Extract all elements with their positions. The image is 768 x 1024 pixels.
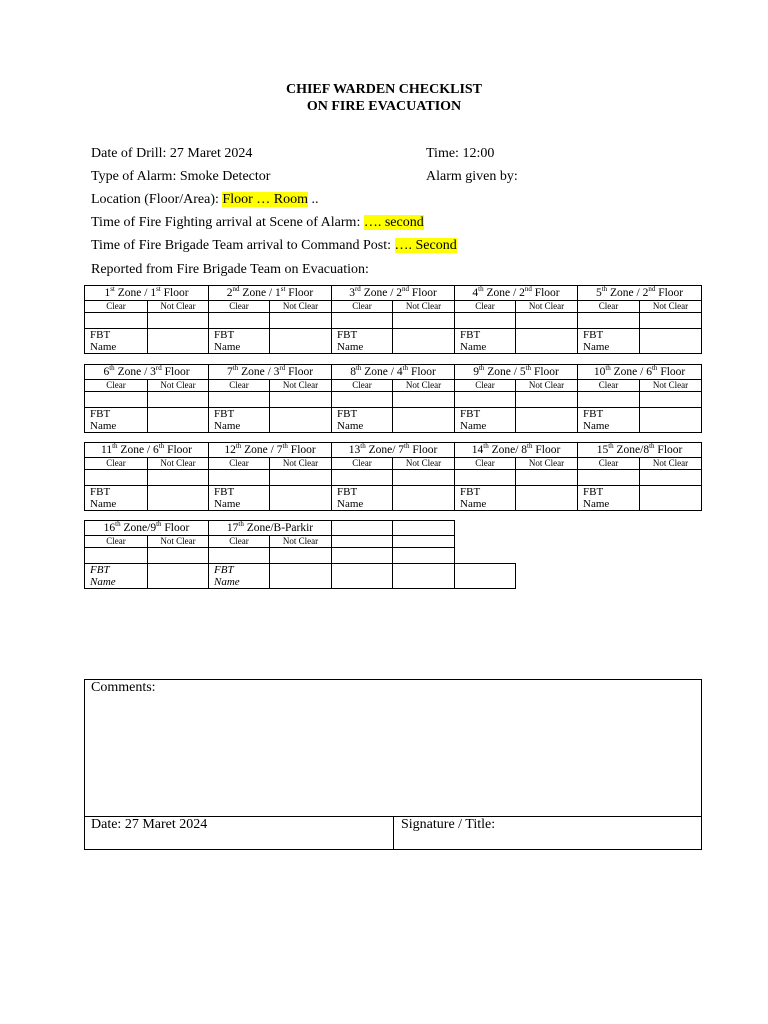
not-clear-checkbox[interactable] [393,392,455,408]
not-clear-checkbox[interactable] [148,392,209,408]
zone-table [84,285,702,354]
floor-text: Floor [654,444,683,456]
floor-text: Floor [531,287,560,299]
fbt-name-label [578,329,640,354]
zone-ordinal: th [360,442,366,451]
floor-text: Floor [161,522,190,534]
zone-ordinal: th [605,364,611,373]
not-clear-checkbox[interactable] [148,470,209,486]
fbt-name-input[interactable] [270,564,332,589]
clear-header: Clear [209,536,270,548]
fbt-name-label [332,408,393,433]
not-clear-checkbox[interactable] [516,470,578,486]
zone-header [578,443,702,458]
signature-label: Signature / Title: [393,817,495,849]
fbt-label: FBT [90,486,111,498]
document-title: CHIEF WARDEN CHECKLIST [285,82,483,97]
floor-number: 2 [519,287,525,299]
name-label: Name [337,341,364,353]
floor-text: Floor [287,444,316,456]
name-label: Name [90,341,117,353]
empty-cell [332,521,393,536]
floor-ordinal: th [158,442,165,451]
zone-number: 8 [350,366,356,378]
fbt-name-input[interactable] [393,408,455,433]
floor-ordinal: nd [524,285,532,294]
fbt-label: FBT [214,564,234,576]
zone-text: Zone / [117,444,153,456]
fbt-name-input[interactable] [148,564,209,589]
brigade-arrival-value: …. Second [394,238,457,253]
clear-checkbox[interactable] [455,470,516,486]
floor-number: 4 [396,366,403,378]
brigade-arrival-label: Time of Fire Brigade Team arrival to Command Post: [91,238,395,253]
floor-ordinal: th [649,442,655,451]
floor-text: Floor [164,444,192,456]
clear-checkbox[interactable] [209,313,270,329]
clear-header: Clear [209,301,270,313]
zone-number: 9 [473,366,479,378]
not-clear-checkbox[interactable] [640,392,702,408]
clear-header: Clear [332,458,393,470]
location-label: Location (Floor/Area): [91,192,223,207]
floor-ordinal: st [280,285,286,294]
name-label: Name [460,498,487,510]
zone-number: 16 [103,522,116,534]
floor-number: 1 [150,287,157,299]
clear-header: Clear [332,380,393,392]
not-clear-header: Not Clear [640,458,702,470]
zone-ordinal: nd [232,285,240,294]
fbt-name-input[interactable] [148,486,209,511]
floor-number: 3 [150,366,156,378]
not-clear-checkbox[interactable] [640,470,702,486]
fbt-name-label [85,329,148,354]
zone-text: Zone / [114,287,151,299]
not-clear-header: Not Clear [516,458,578,470]
clear-header: Clear [85,536,148,548]
zone-number: 14 [471,444,484,456]
fbt-name-input[interactable] [270,408,332,433]
clear-header: Clear [578,458,640,470]
zone-number: 4 [472,287,479,299]
fbt-label: FBT [90,564,110,576]
fbt-name-label [332,486,393,511]
zone-ordinal: rd [354,285,361,294]
floor-text: Floor [531,366,559,378]
zone-header [85,521,209,536]
name-label: Name [90,576,116,588]
drill-time-row [426,146,494,162]
fbt-label: FBT [337,329,358,341]
empty-cell [393,536,455,548]
name-label: Name [90,498,117,510]
name-label: Name [214,498,241,510]
zone-header [332,365,455,380]
floor-text: Floor [532,444,561,456]
fbt-name-input[interactable] [516,329,578,354]
zone-number: 5 [595,287,602,299]
brigade-arrival-row [91,238,457,254]
not-clear-header: Not Clear [148,301,209,313]
clear-checkbox[interactable] [332,392,393,408]
floor-ordinal: th [527,442,533,451]
clear-checkbox[interactable] [85,313,148,329]
fbt-label: FBT [337,408,358,420]
zone-text: Zone / [483,287,520,299]
zone-number: 11 [101,444,113,456]
clear-checkbox[interactable] [85,548,148,564]
floor-text: Floor [160,287,189,299]
floor-number: 1 [275,287,281,299]
alarm-type-value: Smoke Detector [179,169,271,184]
fbt-name-label [85,486,148,511]
clear-checkbox[interactable] [578,392,640,408]
empty-cell[interactable] [455,564,516,589]
clear-header: Clear [578,380,640,392]
floor-text: Floor [285,366,314,378]
clear-checkbox[interactable] [332,470,393,486]
zone-text: Zone/8 [613,444,650,456]
not-clear-header: Not Clear [393,458,455,470]
zone-text: Zone / [361,366,397,378]
zone-table [84,520,516,589]
not-clear-checkbox[interactable] [640,313,702,329]
zone-ordinal: th [483,442,489,451]
zone-number: 2 [226,287,233,299]
comments-footer [85,816,701,849]
comments-date-label: Date: [91,817,125,832]
clear-checkbox[interactable] [332,313,393,329]
not-clear-header: Not Clear [393,380,455,392]
zone-number: 17 [226,522,239,534]
not-clear-checkbox[interactable] [270,313,332,329]
floor-ordinal: th [404,442,410,451]
name-label: Name [583,498,610,510]
zone-text: Zone/9 [120,522,157,534]
name-label: Name [214,341,241,353]
clear-header: Clear [578,301,640,313]
fbt-label: FBT [214,329,235,341]
clear-header: Clear [455,380,516,392]
floor-number: 2 [642,287,649,299]
fbt-name-input[interactable] [393,486,455,511]
fbt-label: FBT [214,408,235,420]
alarm-type-row [91,169,270,185]
floor-ordinal: th [525,364,532,373]
zone-header [578,286,702,301]
zone-number: 12 [224,444,236,456]
location-suffix: .. [307,192,319,207]
clear-checkbox[interactable] [209,548,270,564]
not-clear-header: Not Clear [270,458,332,470]
zone-header [85,365,209,380]
fbt-name-label [455,408,516,433]
fbt-name-input[interactable] [640,329,702,354]
not-clear-header: Not Clear [270,536,332,548]
not-clear-header: Not Clear [516,380,578,392]
empty-cell[interactable] [393,564,455,589]
zone-ordinal: th [478,285,484,294]
floor-number: 2 [396,287,403,299]
name-label: Name [90,420,117,432]
not-clear-checkbox[interactable] [516,392,578,408]
fbt-name-input[interactable] [516,486,578,511]
floor-text: Floor [285,287,314,299]
fbt-label: FBT [583,408,604,420]
clear-checkbox[interactable] [209,392,270,408]
fbt-name-label [209,329,270,354]
floor-ordinal: th [402,364,409,373]
fbt-label: FBT [90,408,111,420]
zone-header [332,443,455,458]
fbt-label: FBT [583,486,604,498]
comments-date [91,817,207,833]
not-clear-checkbox[interactable] [270,548,332,564]
zone-ordinal: th [238,520,244,529]
not-clear-checkbox[interactable] [270,470,332,486]
zone-text: Zone / [239,287,275,299]
floor-text: Floor [408,366,436,378]
fbt-name-input[interactable] [640,408,702,433]
floor-text: Floor [161,366,190,378]
fbt-label: FBT [583,329,604,341]
floor-number: 5 [519,366,526,378]
fbt-name-input[interactable] [393,329,455,354]
clear-header: Clear [85,458,148,470]
clear-header: Clear [332,301,393,313]
zone-number: 7 [227,366,233,378]
floor-text: Floor [655,287,684,299]
comments-box [84,679,702,850]
fbt-name-label [209,564,270,589]
zone-ordinal: th [478,364,485,373]
fbt-name-label [455,329,516,354]
empty-cell[interactable] [393,548,455,564]
fbt-name-label [578,486,640,511]
fbt-name-input[interactable] [270,329,332,354]
floor-ordinal: th [651,364,658,373]
name-label: Name [460,341,487,353]
comments-label: Comments: [91,680,156,695]
fbt-label: FBT [460,329,481,341]
clear-checkbox[interactable] [578,313,640,329]
zone-ordinal: th [112,442,118,451]
zone-header [332,286,455,301]
zone-ordinal: th [608,442,614,451]
zone-text: Zone/B-Parkir [243,522,314,534]
not-clear-header: Not Clear [270,380,332,392]
zone-number: 13 [348,444,361,456]
name-label: Name [214,576,240,588]
spacer-cell [455,536,516,548]
clear-checkbox[interactable] [209,470,270,486]
fbt-label: FBT [460,486,481,498]
not-clear-checkbox[interactable] [516,313,578,329]
not-clear-header: Not Clear [640,380,702,392]
fbt-name-label [332,329,393,354]
not-clear-header: Not Clear [640,301,702,313]
fire-fighting-value: …. second [363,215,424,230]
name-label: Name [214,420,241,432]
fbt-name-label [455,486,516,511]
floor-ordinal: th [156,520,162,529]
fire-fighting-label: Time of Fire Fighting arrival at Scene of Alarm: [91,215,364,230]
floor-number: 6 [646,366,652,378]
fbt-name-input[interactable] [270,486,332,511]
zone-header [578,365,702,380]
fbt-name-label [209,408,270,433]
floor-ordinal: nd [648,285,656,294]
drill-date-value: 27 Maret 2024 [169,146,253,161]
zone-text: Zone / [114,366,151,378]
drill-time-value: 12:00 [462,146,495,161]
zone-text: Zone / [484,366,520,378]
drill-time-label: Time: [426,146,463,161]
zone-text: Zone / [241,444,277,456]
zone-header [455,286,578,301]
clear-header: Clear [455,458,516,470]
zone-ordinal: th [109,364,115,373]
empty-cell [393,521,455,536]
zone-text: Zone/ [365,444,399,456]
zone-header [209,443,332,458]
name-label: Name [583,341,610,353]
clear-checkbox[interactable] [578,470,640,486]
clear-checkbox[interactable] [85,392,148,408]
document-subtitle: ON FIRE EVACUATION [306,99,462,114]
not-clear-checkbox[interactable] [148,548,209,564]
name-label: Name [583,420,610,432]
not-clear-checkbox[interactable] [393,470,455,486]
zone-header [209,286,332,301]
not-clear-checkbox[interactable] [148,313,209,329]
not-clear-header: Not Clear [148,536,209,548]
spacer-cell [455,521,516,536]
fbt-name-label [85,408,148,433]
floor-ordinal: rd [155,364,162,373]
name-label: Name [460,420,487,432]
zone-header [85,443,209,458]
location-row [91,192,318,208]
floor-text: Floor [409,444,438,456]
floor-number: 7 [276,444,283,456]
clear-header: Clear [209,458,270,470]
spacer-cell [455,548,516,564]
not-clear-header: Not Clear [148,380,209,392]
fbt-name-label [209,486,270,511]
zone-ordinal: st [110,285,115,294]
empty-cell [332,536,393,548]
fire-fighting-row [91,215,424,231]
drill-date-label: Date of Drill: [91,146,170,161]
zone-header [455,365,578,380]
floor-number: 3 [273,366,280,378]
floor-text: Floor [657,366,686,378]
floor-ordinal: th [282,442,288,451]
floor-number: 8 [521,444,528,456]
zone-header [85,286,209,301]
empty-cell[interactable] [332,548,393,564]
zone-ordinal: th [235,442,242,451]
fbt-name-label [578,408,640,433]
zone-number: 3 [349,287,355,299]
comments-date-value: 27 Maret 2024 [124,817,208,832]
zone-ordinal: th [232,364,239,373]
fbt-label: FBT [337,486,358,498]
not-clear-header: Not Clear [148,458,209,470]
clear-checkbox[interactable] [85,470,148,486]
zone-number: 1 [104,287,111,299]
fbt-label: FBT [214,486,235,498]
floor-text: Floor [409,287,437,299]
alarm-given-label: Alarm given by: [426,169,518,184]
zone-text: Zone/ [488,444,522,456]
zone-number: 6 [103,366,110,378]
zone-text: Zone / [610,366,647,378]
not-clear-header: Not Clear [393,301,455,313]
not-clear-checkbox[interactable] [393,313,455,329]
fbt-name-input[interactable] [516,408,578,433]
zone-ordinal: th [355,364,362,373]
fbt-name-input[interactable] [148,408,209,433]
fbt-name-input[interactable] [640,486,702,511]
floor-ordinal: rd [279,364,286,373]
empty-cell[interactable] [332,564,393,589]
zone-number: 15 [596,444,609,456]
zone-header [209,521,332,536]
not-clear-header: Not Clear [270,301,332,313]
zone-header [209,365,332,380]
clear-checkbox[interactable] [455,392,516,408]
zone-text: Zone / [238,366,274,378]
clear-checkbox[interactable] [455,313,516,329]
not-clear-checkbox[interactable] [270,392,332,408]
fbt-label: FBT [460,408,481,420]
zone-ordinal: th [601,285,608,294]
floor-number: 6 [153,444,159,456]
reported-label: Reported from Fire Brigade Team on Evacuation: [91,262,369,277]
zone-text: Zone / [607,287,643,299]
location-value: Floor … Room [222,192,308,207]
zone-text: Zone / [360,287,397,299]
zone-ordinal: th [115,520,121,529]
clear-header: Clear [209,380,270,392]
floor-number: 7 [398,444,405,456]
clear-header: Clear [455,301,516,313]
alarm-type-label: Type of Alarm: [91,169,180,184]
name-label: Name [337,420,364,432]
not-clear-header: Not Clear [516,301,578,313]
zone-table [84,364,702,433]
fbt-name-label [85,564,148,589]
zone-header [455,443,578,458]
floor-ordinal: nd [402,285,410,294]
fbt-label: FBT [90,329,111,341]
zone-number: 10 [593,366,606,378]
clear-header: Clear [85,301,148,313]
clear-header: Clear [85,380,148,392]
floor-ordinal: st [156,285,161,294]
zone-table [84,442,702,511]
name-label: Name [337,498,364,510]
drill-date-row [91,146,252,162]
fbt-name-input[interactable] [148,329,209,354]
